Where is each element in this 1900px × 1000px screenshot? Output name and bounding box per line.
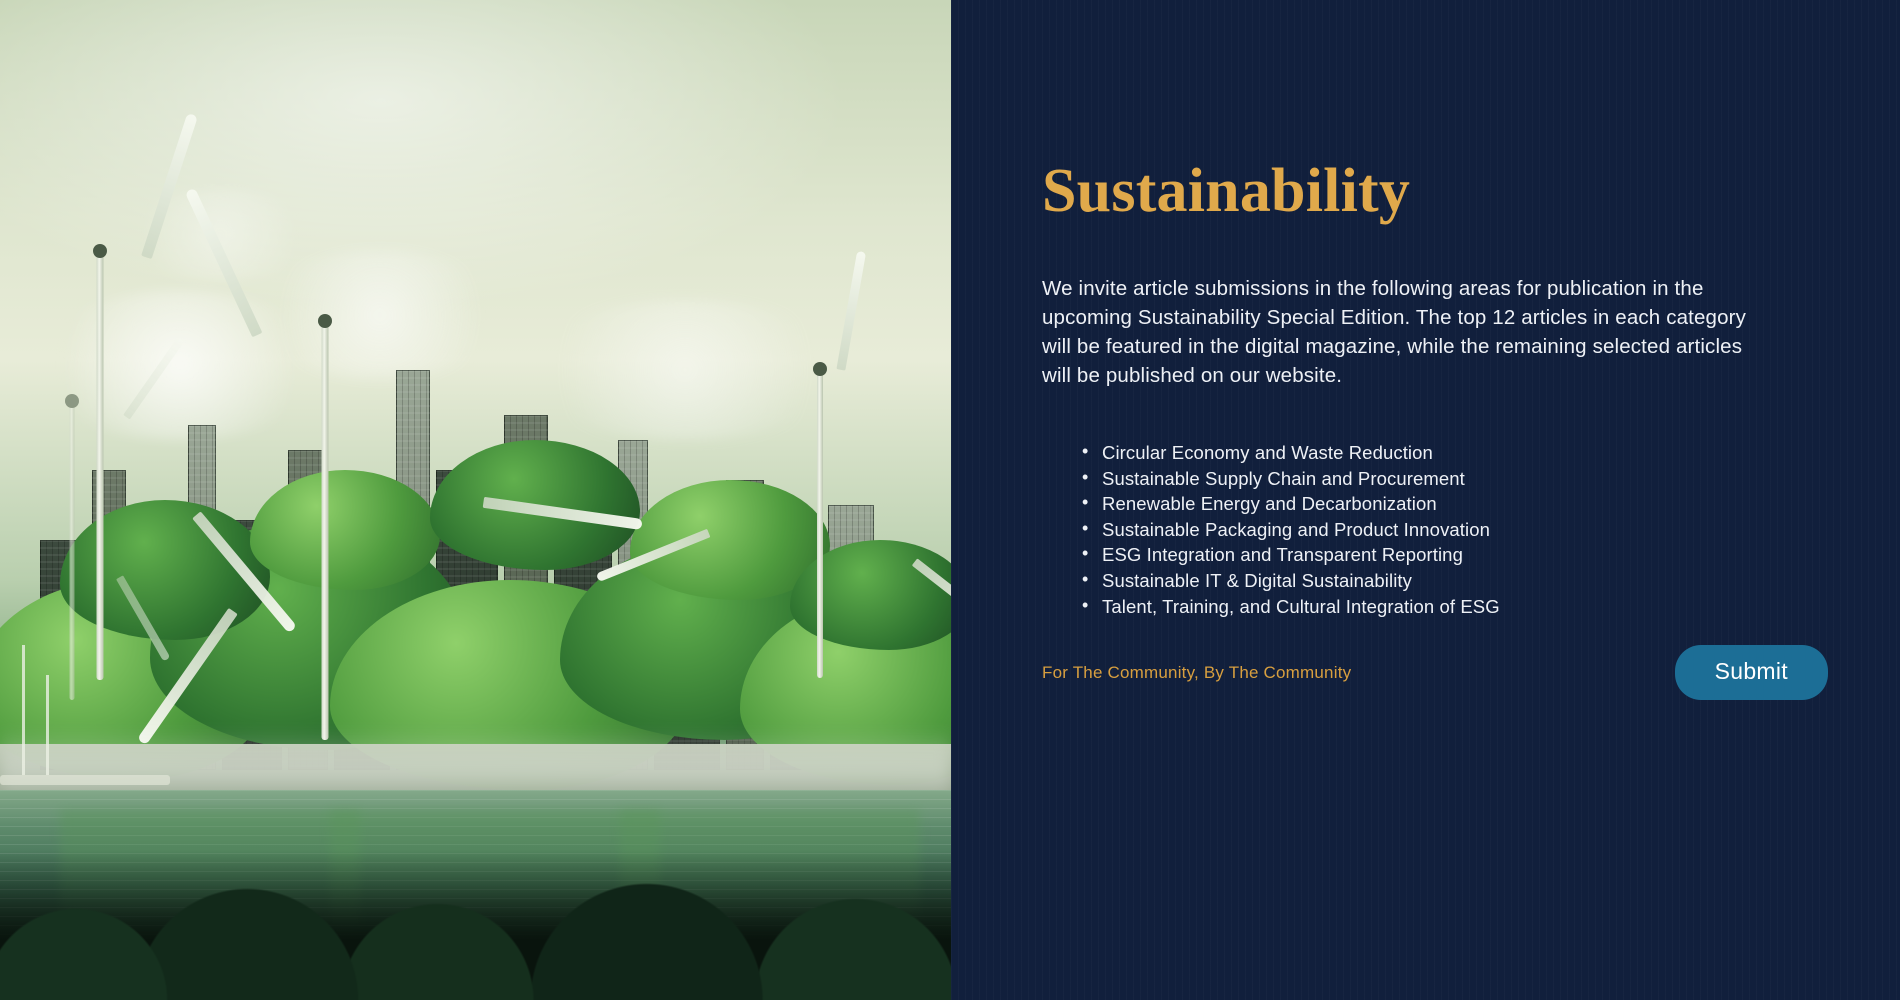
turbine-tower [817,368,823,678]
turbine-hub [65,394,79,408]
turbine-tower [70,400,75,700]
pier [0,775,170,785]
tree-canopy [250,470,440,590]
city-skyline [0,250,951,770]
list-item: • Sustainable Packaging and Product Innovation [1082,517,1828,543]
topics-list [1042,440,1828,619]
content-panel [951,0,1900,1000]
list-item: • ESG Integration and Transparent Reporting [1082,542,1828,568]
list-item: • Sustainable IT & Digital Sustainability [1082,568,1828,594]
lamp-post [22,645,25,775]
turbine-hub [93,244,107,258]
list-item: • Circular Economy and Waste Reduction [1082,440,1828,466]
foreground-trees [0,850,951,1000]
turbine-tower [322,320,329,740]
intro-paragraph: We invite article submissions in the following areas for publication in the upcoming Sustainability Special Edition. The top 12 articles in each category will be featured in the digital magazine, while the remaining selected articles will be published on our website. [1042,277,1747,387]
page-title: Sustainability [1042,157,1411,225]
list-item: • Renewable Energy and Decarbonization [1082,491,1828,517]
footer-row [1042,645,1828,700]
turbine-hub [318,314,332,328]
turbine-tower [97,250,104,680]
list-item: • Sustainable Supply Chain and Procurement [1082,466,1828,492]
tagline: For The Community, By The Community [1042,662,1352,682]
lamp-post [46,675,49,775]
list-item: • Talent, Training, and Cultural Integration of ESG [1082,594,1828,620]
turbine-hub [813,362,827,376]
submit-button[interactable]: Submit [1675,645,1828,700]
